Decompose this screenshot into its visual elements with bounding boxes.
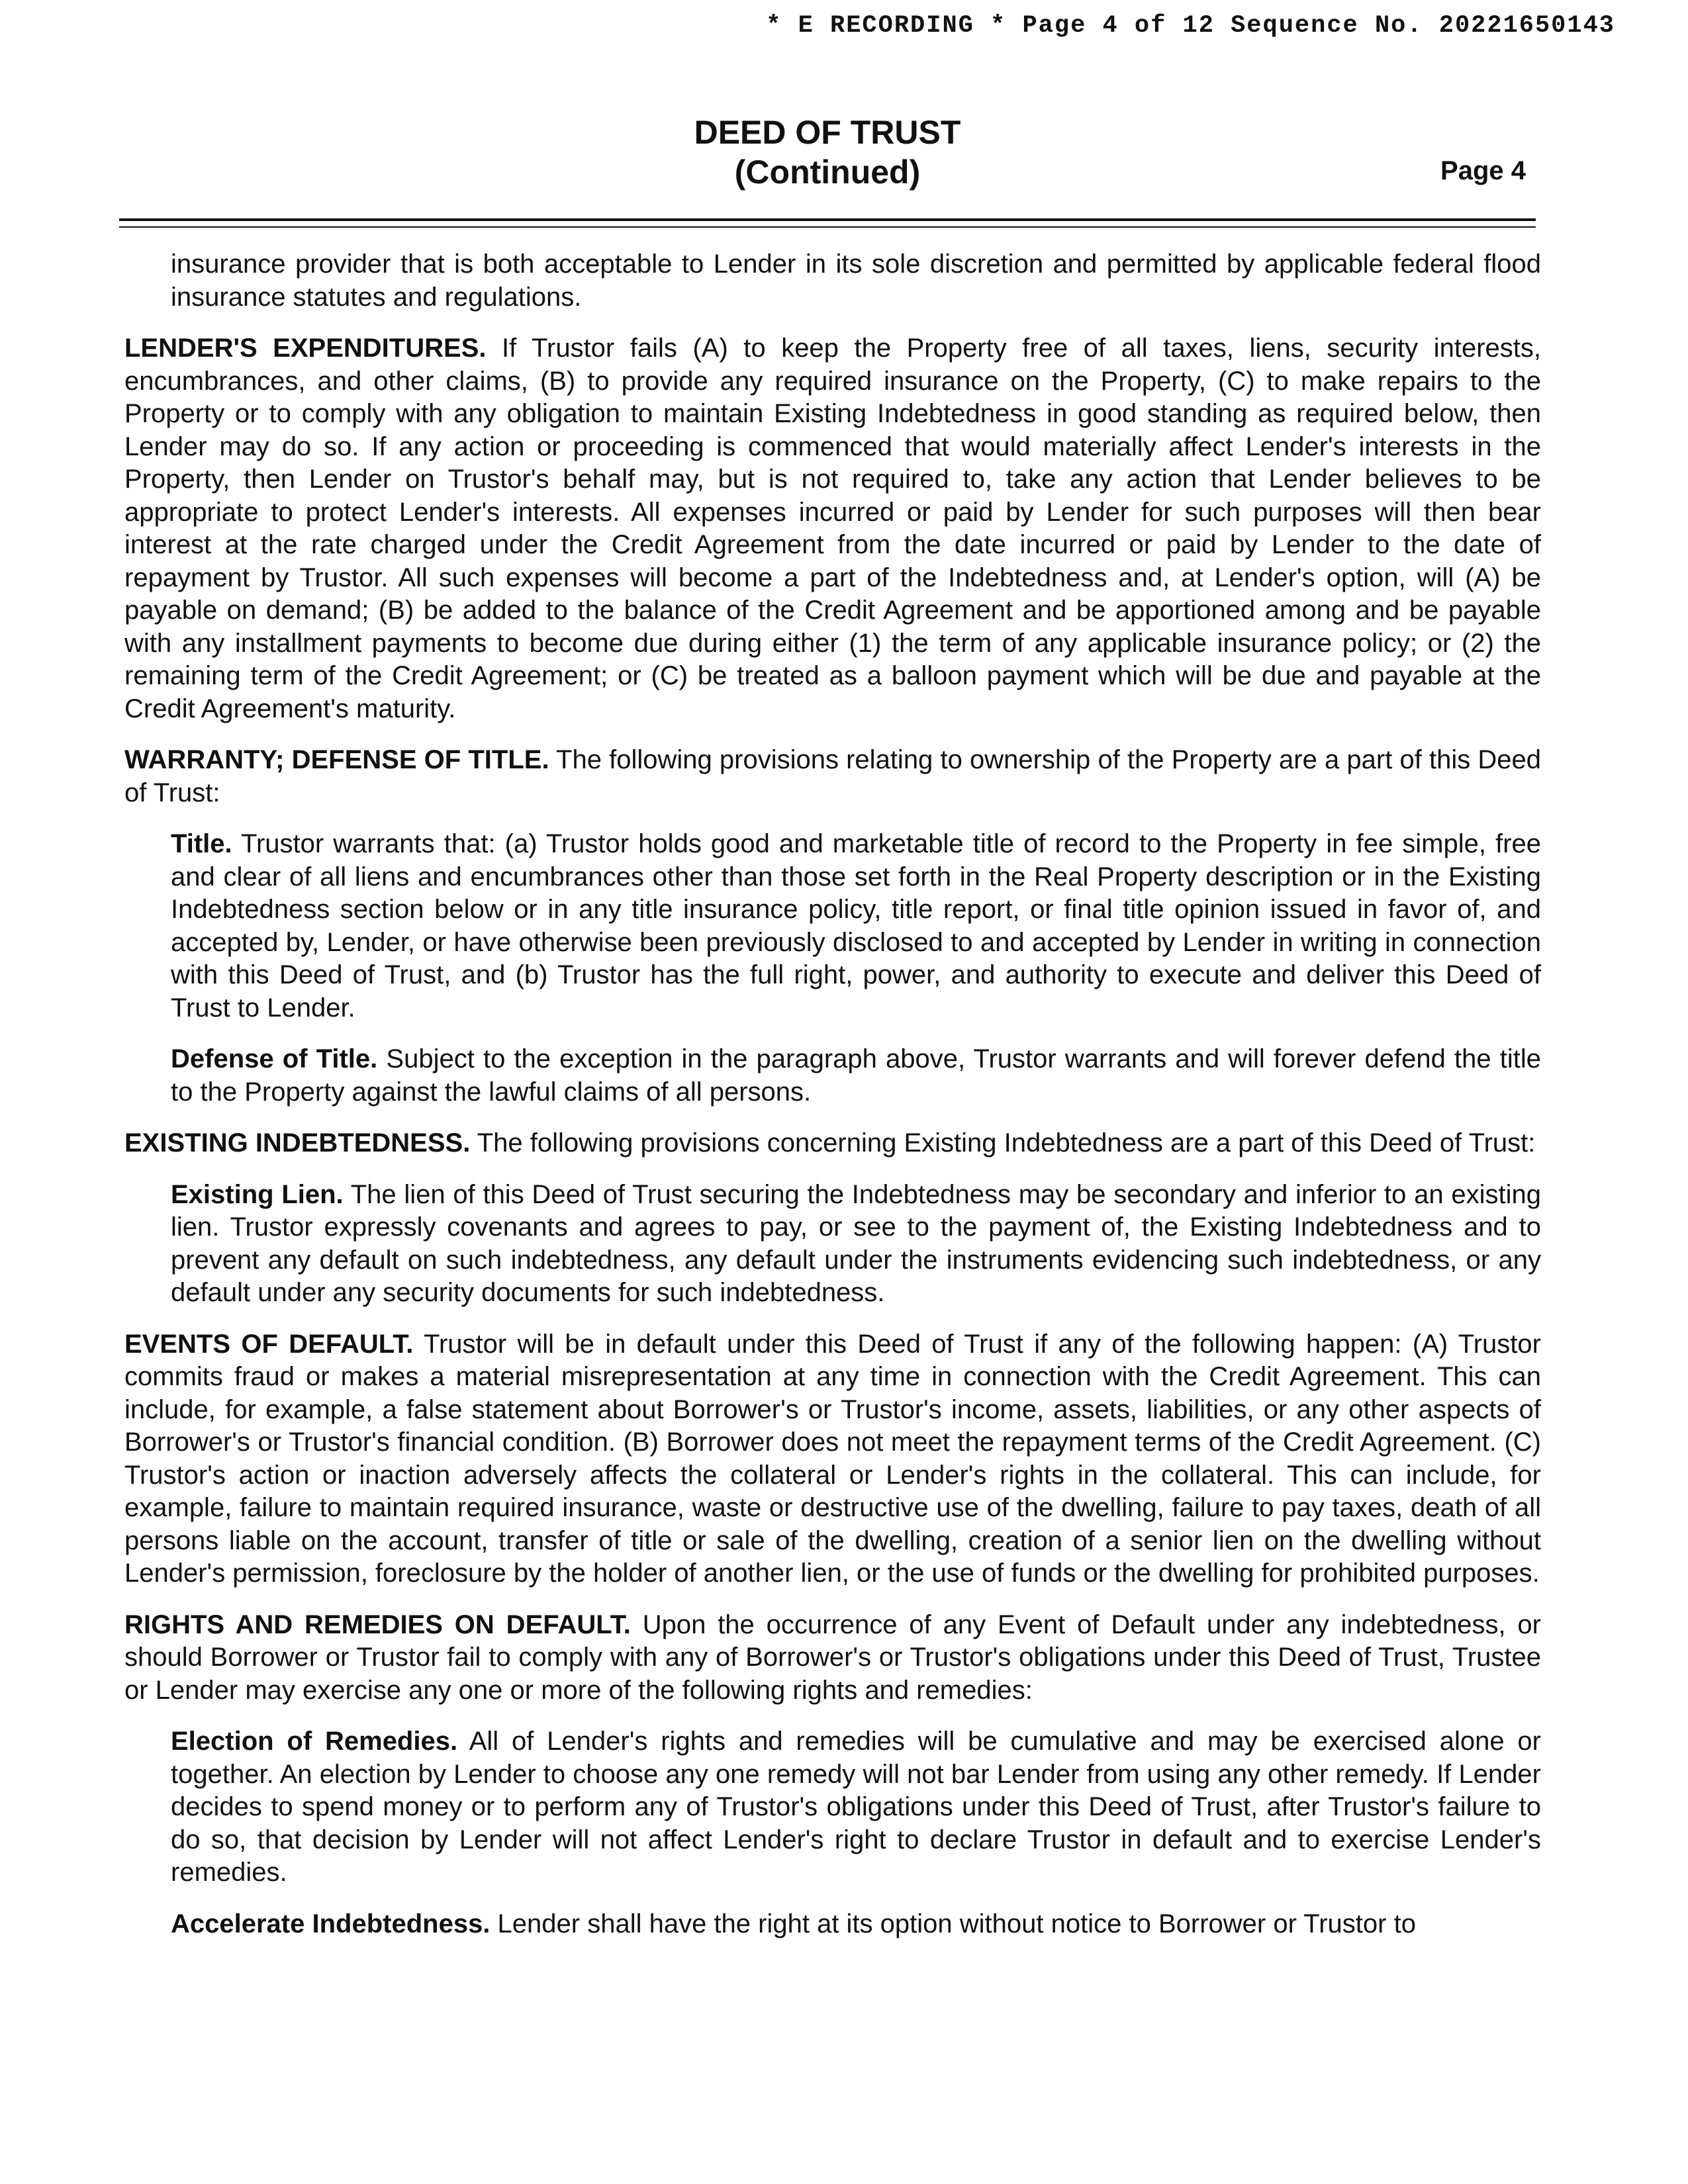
section-heading: LENDER'S EXPENDITURES. xyxy=(124,334,487,363)
document-subtitle: (Continued) xyxy=(734,154,921,191)
section-heading: EVENTS OF DEFAULT. xyxy=(124,1329,414,1359)
section-heading: EXISTING INDEBTEDNESS. xyxy=(124,1128,471,1158)
document-title-block xyxy=(0,113,1655,192)
subsection-heading: Accelerate Indebtedness. xyxy=(171,1909,491,1938)
paragraph-text: The following provisions relating to ownership of the Property are a part of this Deed of Trust: xyxy=(124,745,1541,807)
document-title: DEED OF TRUST xyxy=(694,114,961,151)
paragraph-text: Subject to the exception in the paragraph above, Trustor warrants and will forever defend the title to the Property against the lawful claims of all persons. xyxy=(171,1044,1541,1107)
paragraph-text: If Trustor fails (A) to keep the Property free of all taxes, liens, security interests, encumbrances, and other claims, (B) to provide any required insurance on the Property, (C) to make repairs to the Property or to comply with any obligation to maintain Existing Indebtedness in good standing as required below, then Lender may do so. If any action or proceeding is commenced that would materially affect Lender's interests in the Property, then Lender on Trustor's behalf may, but is not required to, take any action that Lender believes to be appropriate to protect Lender's interests. All expenses incurred or paid by Lender for such purposes will then bear interest at the rate charged under the Credit Agreement from the date incurred or paid by Lender to the date of repayment by Trustor. All such expenses will become a part of the Indebtedness and, at Lender's option, will (A) be payable on demand; (B) be added to the balance of the Credit Agreement and be apportioned among and be payable with any installment payments to become due during either (1) the term of any applicable insurance policy; or (2) the remaining term of the Credit Agreement; or (C) be treated as a balloon payment which will be due and payable at the Credit Agreement's maturity. xyxy=(124,334,1541,723)
subsection-heading: Existing Lien. xyxy=(171,1179,344,1209)
section-heading: WARRANTY; DEFENSE OF TITLE. xyxy=(124,745,549,774)
section-existing-indebtedness xyxy=(124,1127,1541,1160)
recording-stamp: * E RECORDING * Page 4 of 12 Sequence No. 20221650143 xyxy=(766,12,1615,40)
paragraph-text: Upon the occurrence of any Event of Default under any indebtedness, or should Borrower or Trustor fail to comply with any of Borrower's or Trustor's obligations under this Deed of Trust, Trustee or Lender may exercise any one or more of the following rights and remedies: xyxy=(124,1610,1542,1705)
paragraph-text: insurance provider that is both acceptable to Lender in its sole discretion and permitted by applicable federal flood insurance statutes and regulations. xyxy=(171,250,1541,312)
page-number: Page 4 xyxy=(1440,156,1526,185)
subsection-heading: Title. xyxy=(171,829,232,858)
section-events-of-default xyxy=(124,1328,1541,1590)
header-rule-thin xyxy=(119,226,1536,228)
subsection-existing-lien xyxy=(171,1179,1541,1310)
section-warranty-defense-of-title xyxy=(124,744,1541,809)
paragraph-text: Trustor warrants that: (a) Trustor holds good and marketable title of record to the Property in fee simple, free and clear of all liens and encumbrances other than those set forth in the Real Property description or in the Existing Indebtedness section below or in any title insurance policy, title report, or final title opinion issued in favor of, and accepted by, Lender, or have otherwise been previously disclosed to and accepted by Lender in writing in connection with this Deed of Trust, and (b) Trustor has the full right, power, and authority to execute and deliver this Deed of Trust to Lender. xyxy=(171,829,1542,1023)
subsection-defense-of-title xyxy=(171,1043,1541,1109)
section-rights-and-remedies xyxy=(124,1609,1541,1707)
paragraph-insurance-continued xyxy=(171,248,1541,314)
subsection-election-of-remedies xyxy=(171,1725,1541,1889)
paragraph-text: Lender shall have the right at its option without notice to Borrower or Trustor to xyxy=(497,1909,1416,1938)
paragraph-text: The following provisions concerning Existing Indebtedness are a part of this Deed of Trust: xyxy=(477,1128,1536,1158)
subsection-title xyxy=(171,828,1541,1024)
section-lenders-expenditures xyxy=(124,332,1541,725)
paragraph-text: All of Lender's rights and remedies will be cumulative and may be exercised alone or together. An election by Lender to choose any one remedy will not bar Lender from using any other remedy. If Lender decides to spend money or to perform any of Trustor's obligations under this Deed of Trust, after Trustor's failure to do so, that decision by Lender will not affect Lender's right to declare Trustor in default and to exercise Lender's remedies. xyxy=(171,1727,1541,1887)
paragraph-text: Trustor will be in default under this Deed of Trust if any of the following happen: (A) Trustor commits fraud or makes a material misrepresentation at any time in connection with the Credit Agreement. This can include, for example, a false statement about Borrower's or Trustor's income, assets, liabilities, or any other aspects of Borrower's or Trustor's financial condition. (B) Borrower does not meet the repayment terms of the Credit Agreement. (C) Trustor's action or inaction adversely affects the collateral or Lender's rights in the collateral. This can include, for example, failure to maintain required insurance, waste or destructive use of the dwelling, failure to pay taxes, death of all persons liable on the account, transfer of title or sale of the dwelling, creation of a senior lien on the dwelling without Lender's permission, foreclosure by the holder of another lien, or the use of funds or the dwelling for prohibited purposes. xyxy=(124,1329,1541,1588)
subsection-heading: Election of Remedies. xyxy=(171,1727,458,1756)
header-rule xyxy=(119,218,1536,221)
subsection-accelerate-indebtedness xyxy=(171,1908,1541,1941)
subsection-heading: Defense of Title. xyxy=(171,1044,378,1073)
section-heading: RIGHTS AND REMEDIES ON DEFAULT. xyxy=(124,1610,631,1639)
paragraph-text: The lien of this Deed of Trust securing the Indebtedness may be secondary and inferior to an existing lien. Trustor expressly covenants and agrees to pay, or see to the payment of, the Existing Indebtedness and to prevent any default on such indebtedness, any default under the instruments evidencing such indebtedness, or any default under any security documents for such indebtedness. xyxy=(171,1179,1541,1307)
document-body xyxy=(124,248,1541,1959)
